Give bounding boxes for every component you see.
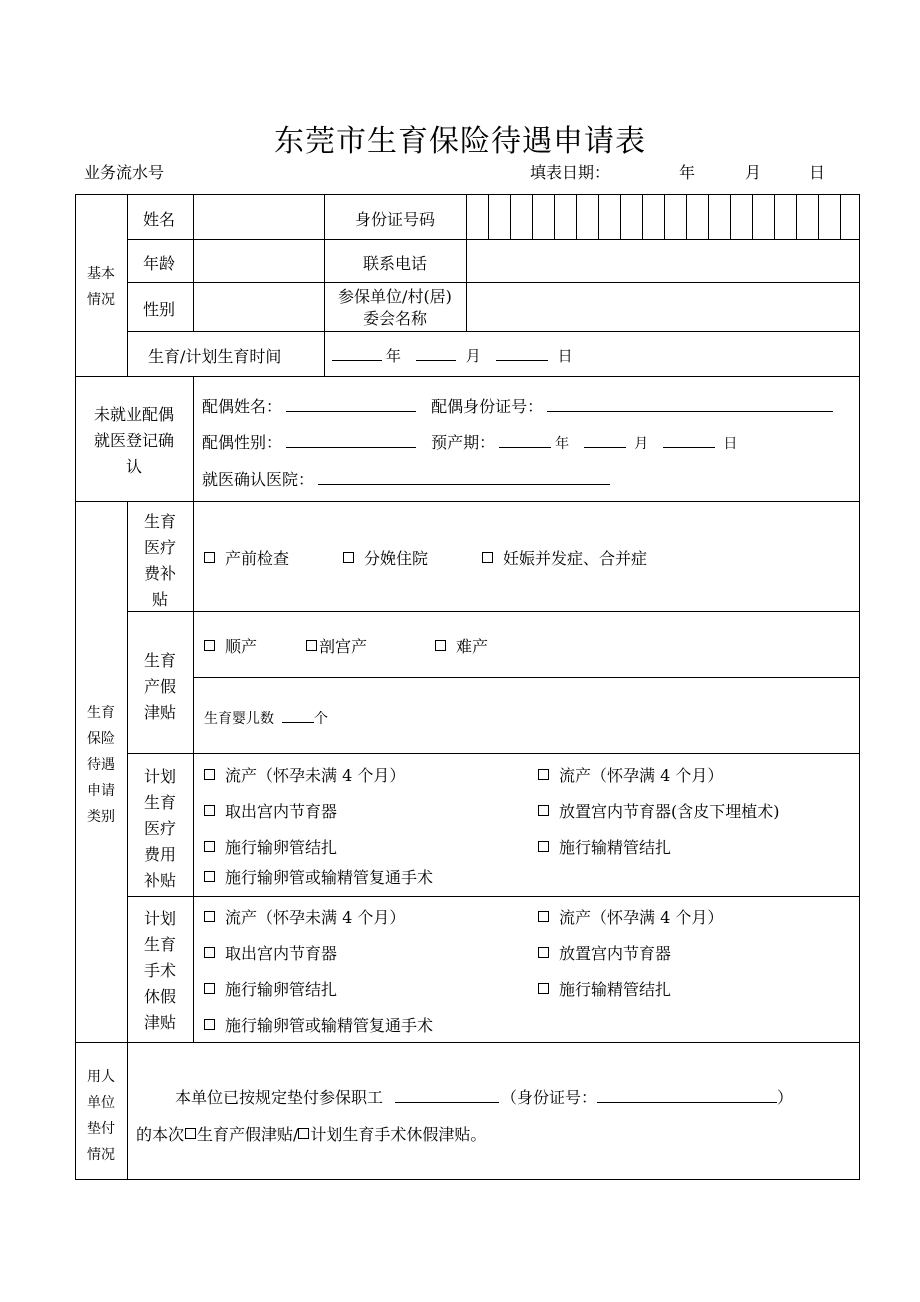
pm-option-4[interactable] <box>538 799 780 822</box>
employer-field[interactable] <box>467 283 860 331</box>
payment-option-label: 生育产假津贴/ <box>197 1125 299 1144</box>
checkbox-icon[interactable] <box>204 871 215 882</box>
hospital-label: 就医确认医院： <box>202 470 315 489</box>
section-label-line: 待遇 <box>87 757 115 773</box>
hospital-blank[interactable] <box>318 469 610 485</box>
fill-date-label: 填表日期： <box>530 163 611 182</box>
form-title: 东莞市生育保险待遇申请表 <box>274 124 646 159</box>
due-month-blank[interactable] <box>584 432 626 448</box>
year-blank[interactable] <box>332 345 382 361</box>
option-delivery[interactable] <box>343 546 428 569</box>
checkbox-icon[interactable] <box>185 1128 196 1139</box>
checkbox-icon[interactable] <box>538 805 549 816</box>
option-label: 取出宫内节育器 <box>225 802 338 821</box>
section-divider <box>75 1042 860 1043</box>
pl-option-5[interactable] <box>204 977 337 1000</box>
due-day-unit: 日 <box>723 436 738 452</box>
checkbox-icon[interactable] <box>204 911 215 922</box>
section-label-line: 生育 <box>87 705 115 721</box>
option-label: 放置宫内节育器(含皮下埋植术) <box>559 802 780 821</box>
basic-section-label <box>75 261 127 313</box>
phone-label: 联系电话 <box>362 254 427 273</box>
employer-payment-label <box>75 1064 127 1168</box>
hospital-row <box>202 467 614 490</box>
checkbox-icon[interactable] <box>204 552 215 563</box>
pm-option-2[interactable] <box>538 763 723 786</box>
option-label: 放置宫内节育器 <box>559 944 672 963</box>
option-label: 流产（怀孕未满 4 个月） <box>225 766 406 785</box>
pl-option-6[interactable] <box>538 977 671 1000</box>
name-label: 姓名 <box>143 210 176 229</box>
grid-line <box>127 611 860 612</box>
employee-name-blank[interactable] <box>395 1087 499 1103</box>
due-month-unit: 月 <box>634 436 649 452</box>
due-date-label: 预产期： <box>431 433 496 452</box>
checkbox-icon[interactable] <box>298 1128 309 1139</box>
section-label-line: 情况 <box>87 292 115 308</box>
grid-line <box>127 331 860 332</box>
option-cesarean[interactable] <box>306 634 367 657</box>
section-label-line: 单位 <box>87 1095 115 1111</box>
option-label: 流产（怀孕未满 4 个月） <box>225 908 406 927</box>
checkbox-icon[interactable] <box>343 552 354 563</box>
grid-line <box>127 1042 128 1180</box>
pl-option-2[interactable] <box>538 905 723 928</box>
pm-option-5[interactable] <box>204 835 337 858</box>
payment-id-label: （身份证号： <box>501 1088 598 1107</box>
spouse-name-blank[interactable] <box>286 396 416 412</box>
payment-text: 本单位已按规定垫付参保职工 <box>175 1088 384 1107</box>
checkbox-icon[interactable] <box>204 805 215 816</box>
checkbox-icon[interactable] <box>538 911 549 922</box>
option-label: 取出宫内节育器 <box>225 944 338 963</box>
gender-label: 性别 <box>143 300 176 319</box>
section-label-line: 未就业配偶 <box>93 405 174 424</box>
checkbox-icon[interactable] <box>204 983 215 994</box>
option-label: 流产（怀孕满 4 个月） <box>559 908 724 927</box>
option-natural-birth[interactable] <box>204 634 257 657</box>
babies-count-label: 生育婴儿数 <box>204 711 274 727</box>
spouse-name-label: 配偶姓名： <box>202 397 283 416</box>
spouse-gender-label: 配偶性别： <box>202 433 283 452</box>
subsection-label-line: 医疗 <box>143 819 176 838</box>
payment-text: 的本次 <box>136 1125 185 1144</box>
employer-label <box>324 286 466 330</box>
checkbox-icon[interactable] <box>204 947 215 958</box>
medical-subsidy-label <box>127 509 193 613</box>
checkbox-icon[interactable] <box>204 640 215 651</box>
category-section-label <box>75 700 127 830</box>
spouse-name-row <box>202 394 837 417</box>
employer-payment-line2 <box>136 1122 486 1145</box>
section-label-line: 认 <box>125 457 142 476</box>
subsection-label-line: 计划 <box>143 909 176 928</box>
option-label: 施行输卵管结扎 <box>225 838 338 857</box>
pl-option-1[interactable] <box>204 905 405 928</box>
payment-close: ） <box>777 1088 794 1107</box>
checkbox-icon[interactable] <box>482 552 493 563</box>
option-label: 施行输卵管结扎 <box>225 980 338 999</box>
option-label: 施行输卵管或输精管复通手术 <box>225 1016 434 1035</box>
spouse-section-label <box>75 402 193 480</box>
subsection-label-line: 费用 <box>143 845 176 864</box>
payment-option-label: 计划生育手术休假津贴。 <box>310 1125 487 1144</box>
option-label: 流产（怀孕满 4 个月） <box>559 766 724 785</box>
due-year-unit: 年 <box>555 436 570 452</box>
checkbox-icon[interactable] <box>204 841 215 852</box>
option-label: 施行输精管结扎 <box>559 838 672 857</box>
section-label-line: 基本 <box>87 266 115 282</box>
pm-option-6[interactable] <box>538 835 671 858</box>
birth-time-field[interactable] <box>332 345 573 366</box>
section-label-line: 情况 <box>87 1147 115 1163</box>
subsection-label-line: 生育 <box>143 793 176 812</box>
gender-field[interactable] <box>194 283 324 331</box>
pl-option-3[interactable] <box>204 941 337 964</box>
maternity-leave-label <box>127 648 193 726</box>
section-label-line: 就医登记确 <box>93 431 174 450</box>
age-field[interactable] <box>194 240 324 282</box>
day-unit: 日 <box>557 347 573 365</box>
fill-date-year: 年 <box>679 163 696 182</box>
grid-line <box>193 376 194 501</box>
fill-date-day: 日 <box>809 163 826 182</box>
checkbox-icon[interactable] <box>538 841 549 852</box>
subsection-label-line: 休假 <box>143 987 176 1006</box>
option-label: 难产 <box>456 637 489 656</box>
subsection-label-line: 贴 <box>151 590 168 609</box>
employer-label-line: 委会名称 <box>362 309 427 328</box>
section-label-line: 申请 <box>87 783 115 799</box>
checkbox-icon[interactable] <box>204 769 215 780</box>
subsection-label-line: 补贴 <box>143 871 176 890</box>
birth-time-label: 生育/计划生育时间 <box>148 347 282 366</box>
pl-option-7[interactable] <box>204 1013 433 1036</box>
employer-label-line: 参保单位/村(居) <box>338 287 452 306</box>
checkbox-icon[interactable] <box>538 983 549 994</box>
option-label: 分娩住院 <box>364 549 429 568</box>
grid-line <box>193 501 194 1042</box>
babies-count-blank[interactable] <box>282 707 314 723</box>
grid-line <box>127 194 128 376</box>
babies-count-row <box>204 707 328 728</box>
grid-line <box>193 677 860 678</box>
subsection-label-line: 费补 <box>143 564 176 583</box>
spouse-id-blank[interactable] <box>547 396 833 412</box>
option-prenatal[interactable] <box>204 546 289 569</box>
phone-field[interactable] <box>467 240 860 282</box>
employer-payment-line1 <box>175 1085 793 1108</box>
subsection-label-line: 产假 <box>143 677 176 696</box>
fill-date-month: 月 <box>745 163 762 182</box>
checkbox-icon[interactable] <box>435 640 446 651</box>
pm-option-3[interactable] <box>204 799 337 822</box>
spouse-gender-blank[interactable] <box>286 432 416 448</box>
option-label: 妊娠并发症、合并症 <box>503 549 648 568</box>
option-complication[interactable] <box>482 546 647 569</box>
section-label-line: 用人 <box>87 1069 115 1085</box>
subsection-label-line: 计划 <box>143 767 176 786</box>
serial-number-label: 业务流水号 <box>84 163 165 182</box>
pm-option-1[interactable] <box>204 763 405 786</box>
year-unit: 年 <box>386 347 402 365</box>
checkbox-icon[interactable] <box>204 1019 215 1030</box>
checkbox-icon[interactable] <box>538 947 549 958</box>
due-year-blank[interactable] <box>499 432 551 448</box>
grid-line <box>127 896 860 897</box>
spouse-id-label: 配偶身份证号： <box>431 397 544 416</box>
subsection-label-line: 生育 <box>143 651 176 670</box>
month-blank[interactable] <box>416 345 456 361</box>
employee-id-blank[interactable] <box>597 1087 777 1103</box>
pm-option-7[interactable] <box>204 865 433 888</box>
section-label-line: 保险 <box>87 731 115 747</box>
pl-option-4[interactable] <box>538 941 671 964</box>
name-field[interactable] <box>194 195 324 239</box>
subsection-label-line: 手术 <box>143 961 176 980</box>
spouse-gender-row <box>202 430 737 453</box>
age-label: 年龄 <box>143 254 176 273</box>
babies-count-unit: 个 <box>314 711 328 727</box>
subsection-label-line: 医疗 <box>143 538 176 557</box>
due-day-blank[interactable] <box>663 432 715 448</box>
id-number-label: 身份证号码 <box>354 210 435 229</box>
option-label: 产前检查 <box>225 549 290 568</box>
checkbox-icon[interactable] <box>538 769 549 780</box>
id-number-field[interactable] <box>467 195 860 239</box>
section-label-line: 垫付 <box>87 1121 115 1137</box>
option-label: 剖宫产 <box>319 637 368 656</box>
day-blank[interactable] <box>496 345 548 361</box>
section-label-line: 类别 <box>87 809 115 825</box>
option-label: 顺产 <box>225 637 258 656</box>
subsection-label-line: 津贴 <box>143 1013 176 1032</box>
subsection-label-line: 生育 <box>143 512 176 531</box>
option-label: 施行输卵管或输精管复通手术 <box>225 868 434 887</box>
subsection-label-line: 生育 <box>143 935 176 954</box>
grid-line <box>127 753 860 754</box>
planning-medical-label <box>127 764 193 894</box>
planning-leave-label <box>127 906 193 1036</box>
month-unit: 月 <box>465 347 481 365</box>
option-dystocia[interactable] <box>435 634 488 657</box>
option-label: 施行输精管结扎 <box>559 980 672 999</box>
checkbox-icon[interactable] <box>306 640 317 651</box>
subsection-label-line: 津贴 <box>143 703 176 722</box>
